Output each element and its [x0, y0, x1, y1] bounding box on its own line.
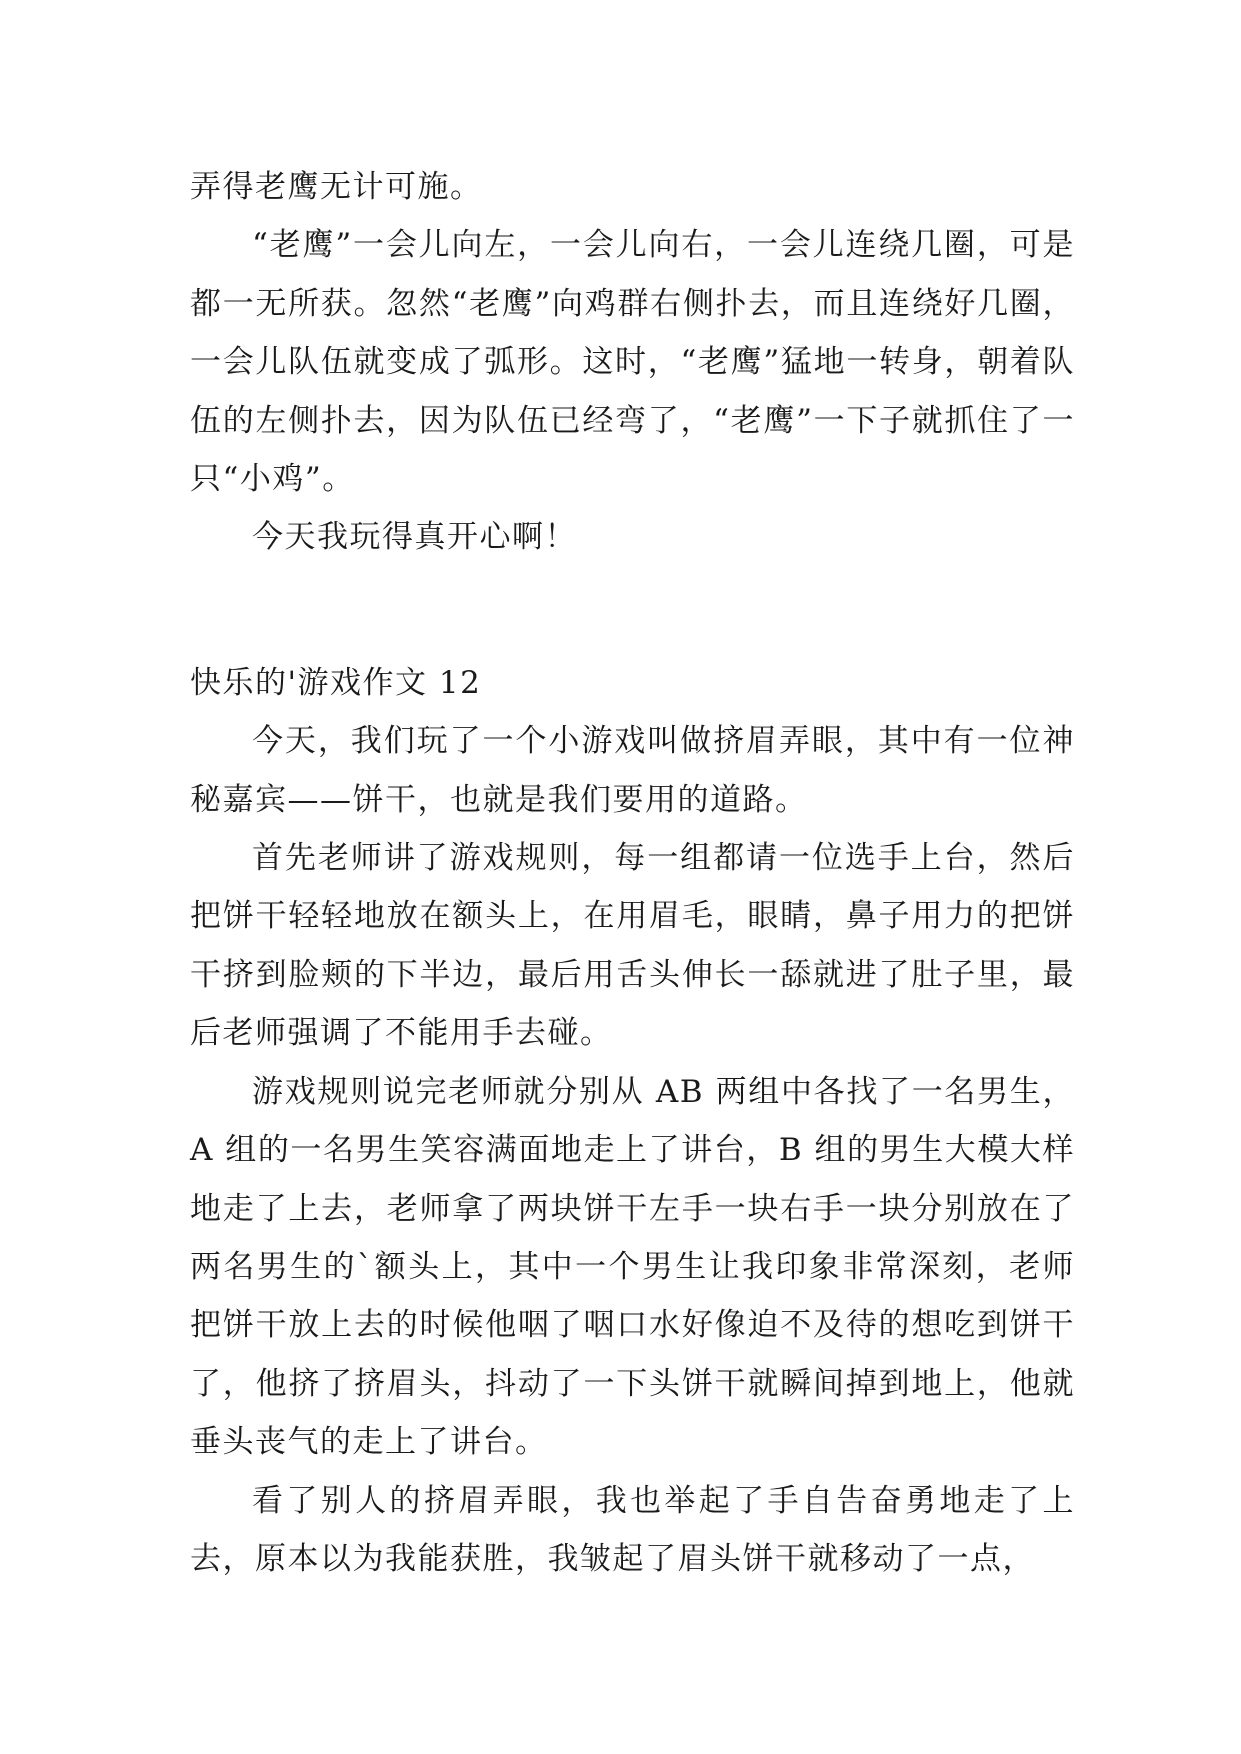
paragraph-continuation: 弄得老鹰无计可施。	[190, 169, 483, 205]
paragraph-intro: 今天，我们玩了一个小游戏叫做挤眉弄眼，其中有一位神秘嘉宾——饼干，也就是我们要用的道路。	[190, 723, 1075, 818]
paragraph-rules: 首先老师讲了游戏规则，每一组都请一位选手上台，然后把饼干轻轻地放在额头上，在用眉毛，眼睛，鼻子用力的把饼干挤到脸颊的下半边，最后用舌头伸长一舔就进了肚子里，最后老师强调了不能用手去碰。	[190, 840, 1075, 1052]
section-title: 快乐的'游戏作文 12	[190, 664, 482, 701]
paragraph-my-turn: 看了别人的挤眉弄眼，我也举起了手自告奋勇地走了上去，原本以为我能获胜，我皱起了眉头饼干就移动了一点，	[190, 1482, 1075, 1577]
section-spacer	[190, 567, 1075, 654]
paragraph-eagle-chase: “老鹰”一会儿向左，一会儿向右，一会儿连绕几圈，可是都一无所获。忽然“老鹰”向鸡群右侧扑去，而且连绕好几圈，一会儿队伍就变成了弧形。这时，“老鹰”猛地一转身，朝着队伍的左侧扑去，因为队伍已经弯了，“老鹰”一下子就抓住了一只“小鸡”。	[190, 227, 1075, 498]
paragraph-conclusion: 今天我玩得真开心啊！	[252, 519, 577, 556]
paragraph-first-round: 游戏规则说完老师就分别从 AB 两组中各找了一名男生，A 组的一名男生笑容满面地走上了讲台，B 组的男生大模大样地走了上去，老师拿了两块饼干左手一块右手一块分别放在了两名男生的`额头上，其中一个男生让我印象非常深刻，老师把饼干放上去的时候他咽了咽口水好像迫不及待的想吃到饼干了，他挤了挤眉头，抖动了一下头饼干就瞬间掉到地上，他就垂头丧气的走上了讲台。	[190, 1073, 1075, 1461]
document-body	[190, 158, 1075, 1588]
